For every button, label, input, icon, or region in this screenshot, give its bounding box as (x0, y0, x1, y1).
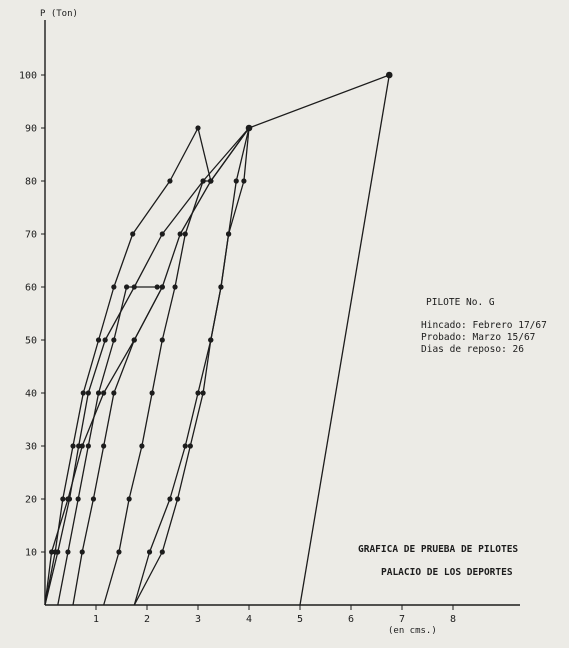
data-point (81, 391, 85, 395)
data-point (173, 285, 177, 289)
y-tick-label: 30 (24, 441, 37, 453)
y-tick-label: 40 (24, 388, 37, 400)
data-point (96, 391, 100, 395)
x-tick-label: 3 (194, 614, 202, 625)
data-point (160, 285, 164, 289)
y-tick-label: 20 (24, 494, 37, 506)
x-tick-label: 6 (347, 614, 355, 625)
data-point (117, 550, 121, 554)
x-tick-label: 1 (92, 614, 100, 625)
data-point (201, 179, 205, 183)
data-point (209, 338, 213, 342)
data-point (183, 444, 187, 448)
data-point (147, 550, 151, 554)
data-point (103, 338, 107, 342)
data-point (86, 391, 90, 395)
y-tick-label: 60 (24, 282, 37, 294)
caption-line: GRAFICA DE PRUEBA DE PILOTES (358, 544, 519, 555)
y-tick-label: 90 (24, 123, 37, 135)
data-point (102, 391, 106, 395)
data-point (102, 444, 106, 448)
data-point (77, 444, 81, 448)
data-point (61, 497, 65, 501)
data-point (67, 497, 71, 501)
pile-detail: Hincado: Febrero 17/67 (421, 320, 547, 331)
data-point (160, 550, 164, 554)
data-point (196, 126, 200, 130)
x-tick-label: 5 (296, 614, 304, 625)
data-point (132, 338, 136, 342)
data-point (127, 497, 131, 501)
data-point (125, 285, 129, 289)
data-point (219, 285, 223, 289)
data-point (168, 179, 172, 183)
data-point (71, 444, 75, 448)
x-axis-title: (en cms.) (388, 626, 437, 636)
data-point (76, 497, 80, 501)
data-point (183, 232, 187, 236)
data-point (86, 444, 90, 448)
data-point (168, 497, 172, 501)
y-tick-label: 70 (24, 229, 37, 241)
data-point (227, 232, 231, 236)
data-point (234, 179, 238, 183)
y-tick-label: 10 (24, 547, 37, 559)
data-point (209, 179, 213, 183)
x-tick-label: 2 (143, 614, 151, 625)
data-point (80, 550, 84, 554)
data-point (247, 126, 251, 130)
data-point (112, 338, 116, 342)
data-point (160, 232, 164, 236)
y-axis-title: P (Ton) (40, 9, 78, 19)
data-point (112, 285, 116, 289)
y-tick-label: 80 (24, 176, 37, 188)
data-point (66, 550, 70, 554)
pile-title: PILOTE No. G (426, 297, 495, 308)
pile-detail: Probado: Marzo 15/67 (421, 332, 536, 343)
data-point (150, 391, 154, 395)
data-point (131, 232, 135, 236)
x-tick-label: 4 (245, 614, 253, 625)
data-point (188, 444, 192, 448)
x-tick-label: 8 (449, 614, 457, 625)
data-point (196, 391, 200, 395)
data-point (387, 73, 391, 77)
pile-detail: Dias de reposo: 26 (421, 344, 524, 355)
data-point (242, 179, 246, 183)
caption-line: PALACIO DE LOS DEPORTES (381, 567, 513, 578)
data-point (160, 338, 164, 342)
data-point (155, 285, 159, 289)
y-tick-label: 100 (18, 70, 37, 82)
data-point (176, 497, 180, 501)
data-point (201, 391, 205, 395)
data-point (178, 232, 182, 236)
data-point (96, 338, 100, 342)
data-point (53, 550, 57, 554)
y-tick-label: 50 (24, 335, 37, 347)
x-tick-label: 7 (398, 614, 406, 625)
data-point (140, 444, 144, 448)
data-point (112, 391, 116, 395)
data-point (91, 497, 95, 501)
